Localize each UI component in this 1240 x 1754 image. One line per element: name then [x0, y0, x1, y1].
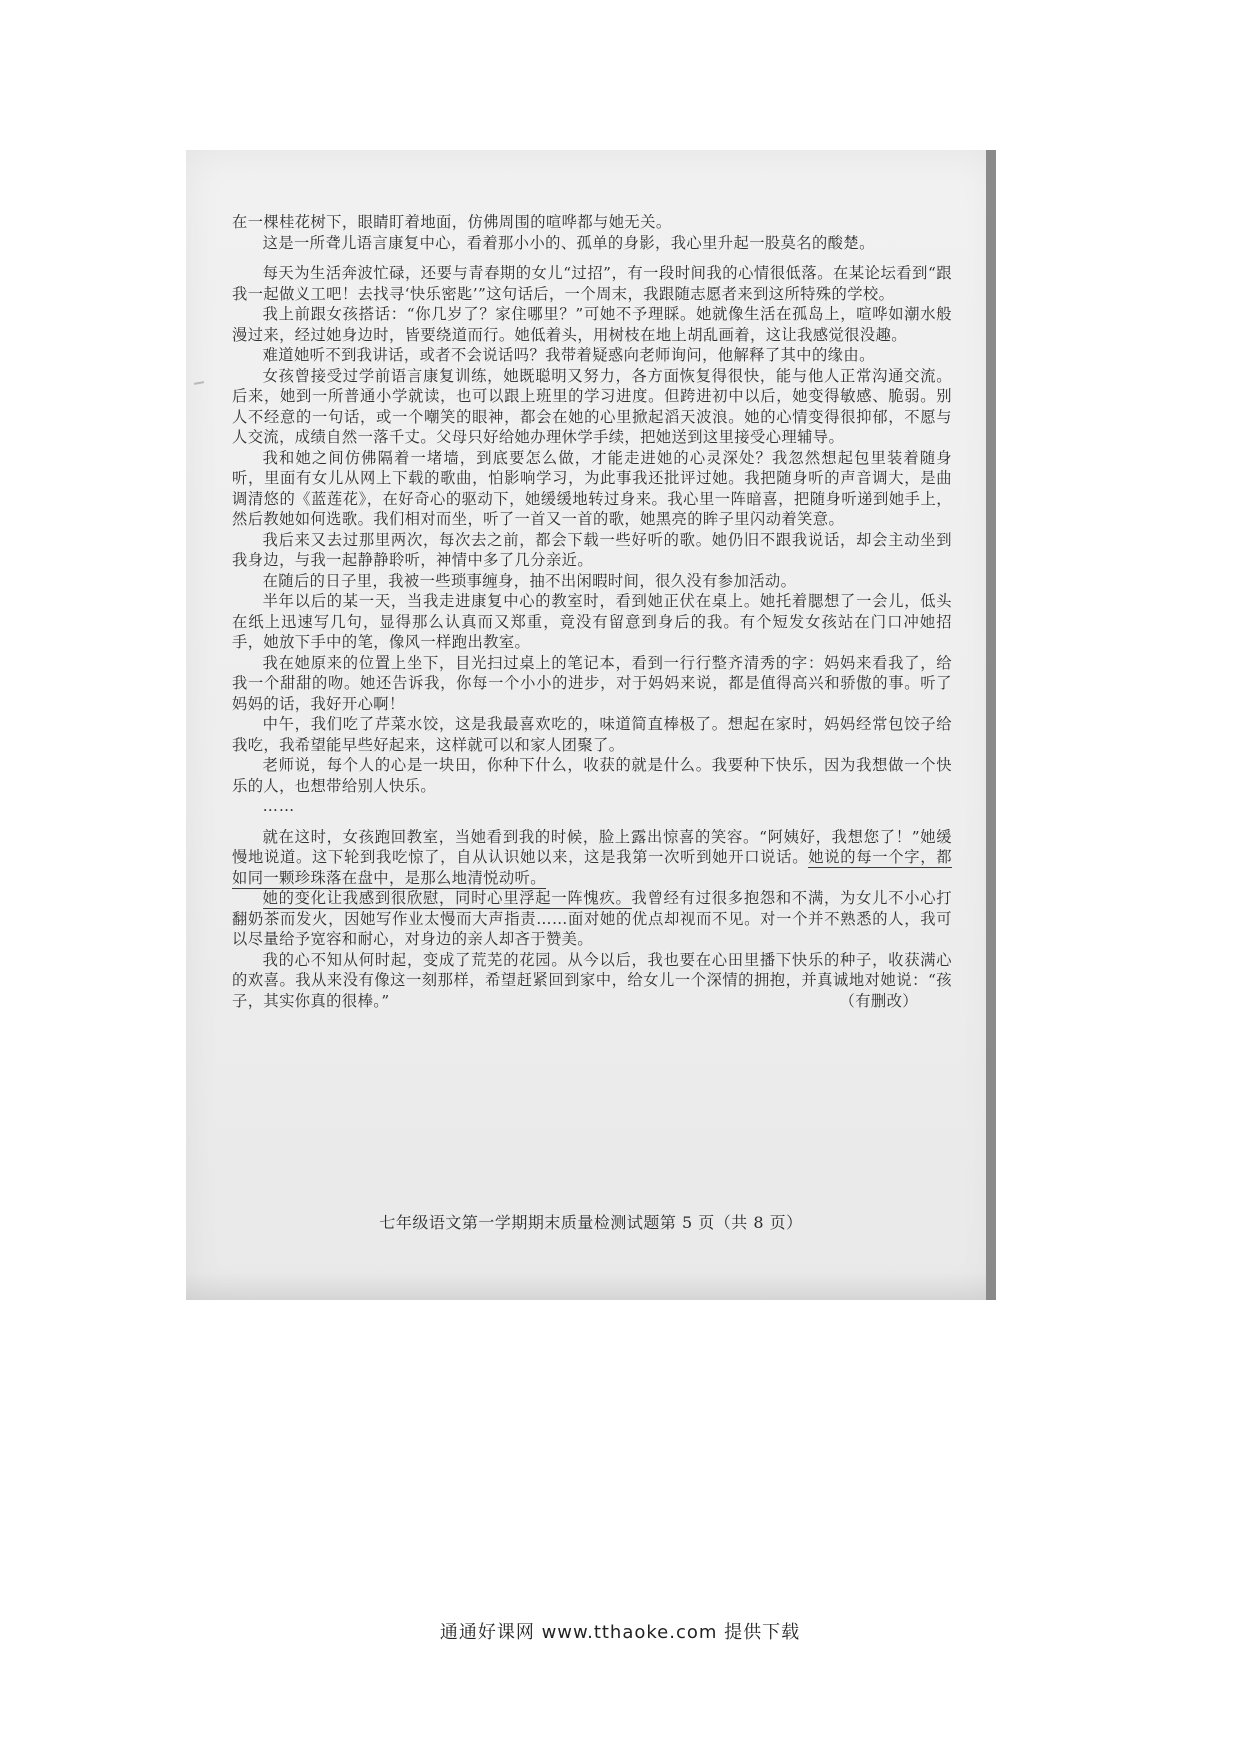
- paragraph: 在随后的日子里，我被一些琐事缠身，抽不出闲暇时间，很久没有参加活动。: [262, 571, 797, 590]
- paragraph: 难道她听不到我讲话，或者不会说话吗？我带着疑惑向老师询问，他解释了其中的缘由。: [262, 346, 875, 364]
- paragraph: 我和她之间仿佛隔着一堵墙，到底要怎么做，才能走进她的心灵深处？我忽然想起包里装着随身听，里面有女儿从网上下载的歌曲，怕影响学习，为此事我还批评过她。我把随身听的声音调大，是曲调清悠的《蓝莲花》，在好奇心的驱动下，她缓缓地转过身来。我心里一阵暗喜，把随身听递到她手上，然后教她如何选歌。我们相对而坐，听了一首又一首的歌，她黑亮的眸子里闪动着笑意。: [232, 448, 952, 528]
- underlined-sentence-b: 她的变化让我感到很欣慰，同时心里浮起一阵愧疚。: [262, 889, 632, 907]
- paragraph-change-text: 我曾经有过很多抱怨和不满，为女儿不小心打翻奶茶而发火，因她写作业太慢而大声指责……面对她的优点却视而不见。对一个并不熟悉的人，我可以尽量给予宽容和耐心，对身边的亲人却吝于赞美。: [232, 889, 952, 948]
- paragraph-return: [232, 827, 952, 889]
- revision-note: （有删改）: [839, 991, 918, 1010]
- paragraph: 我上前跟女孩搭话：“你几岁了？家住哪里？”可她不予理睬。她就像生活在孤岛上，喧哗如潮水般漫过来，经过她身边时，皆要绕道而行。她低着头，用树枝在地上胡乱画着，这让我感觉很没趣。: [232, 305, 952, 344]
- paragraph-gap: [232, 817, 952, 827]
- reading-passage: [232, 212, 952, 1011]
- download-watermark: 通通好课网 www.tthaoke.com 提供下载: [439, 1622, 801, 1643]
- paragraph: 这是一所聋儿语言康复中心，看着那小小的、孤单的身影，我心里升起一股莫名的酸楚。: [262, 233, 875, 252]
- paragraph: 我后来又去过那里两次，每次去之前，都会下载一些好听的歌。她仍旧不跟我说话，却会主动坐到我身边，与我一起静静聆听，神情中多了几分亲近。: [232, 530, 952, 569]
- underlined-sentence-a: 她说的每一个字，都如同一颗珍珠落在盘中，是那么地清悦动听。: [232, 848, 953, 887]
- paragraph-change: [232, 888, 952, 950]
- margin-mark: [194, 381, 204, 385]
- paragraph: 我在她原来的位置上坐下，目光扫过桌上的笔记本，看到一行行整齐清秀的字：妈妈来看我了，给我一个甜甜的吻。她还告诉我，你每一个小小的进步，对于妈妈来说，都是值得高兴和骄傲的事。听了妈妈的话，我好开心啊！: [232, 653, 952, 713]
- paragraph: 女孩曾接受过学前语言康复训练，她既聪明又努力，各方面恢复得很快，能与他人正常沟通交流。后来，她到一所普通小学就读，也可以跟上班里的学习进度。但跨进初中以后，她变得敏感、脆弱。别人不经意的一句话，或一个嘲笑的眼神，都会在她的心里掀起滔天波浪。她的心情变得很抑郁，不愿与人交流，成绩自然一落千丈。父母只好给她办理休学手续，把她送到这里接受心理辅导。: [232, 366, 952, 446]
- paragraph: 老师说，每个人的心是一块田，你种下什么，收获的就是什么。我要种下快乐，因为我想做一个快乐的人，也想带给别人快乐。: [232, 756, 952, 795]
- scan-bottom-shadow: [186, 1272, 996, 1300]
- ellipsis-line: ……: [262, 797, 296, 815]
- paragraph-last-text: 我的心不知从何时起，变成了荒芜的花园。从今以后，我也要在心田里播下快乐的种子，收获满心的欢喜。我从来没有像这一刻那样，希望赶紧回到家中，给女儿一个深情的拥抱，并真诚地对她说：“孩子，其实你真的很棒。”: [232, 950, 952, 1010]
- paragraph-last: [232, 950, 952, 1012]
- paragraph-list: [232, 212, 952, 796]
- paragraph-gap: [232, 253, 952, 263]
- paragraph: 中午，我们吃了芹菜水饺，这是我最喜欢吃的，味道简直棒极了。想起在家时，妈妈经常包饺子给我吃，我希望能早些好起来，这样就可以和家人团聚了。: [232, 715, 952, 754]
- page-footer: 七年级语文第一学期期末质量检测试题第 5 页（共 8 页）: [379, 1213, 803, 1232]
- paragraph: 每天为生活奔波忙碌，还要与青春期的女儿“过招”，有一段时间我的心情很低落。在某论坛看到“跟我一起做义工吧！去找寻‘快乐密匙’”这句话后，一个周末，我跟随志愿者来到这所特殊的学校。: [232, 264, 952, 303]
- scanned-page: [186, 150, 996, 1300]
- paragraph: 在一棵桂花树下，眼睛盯着地面，仿佛周围的喧哗都与她无关。: [232, 213, 672, 231]
- paragraph: 半年以后的某一天，当我走进康复中心的教室时，看到她正伏在桌上。她托着腮想了一会儿，低头在纸上迅速写几句，显得那么认真而又郑重，竟没有留意到身后的我。有个短发女孩站在门口冲她招手，她放下手中的笔，像风一样跑出教室。: [232, 592, 952, 651]
- paragraph-return-text: 就在这时，女孩跑回教室，当她看到我的时候，脸上露出惊喜的笑容。“阿姨好，我想您了！”她缓慢地说道。这下轮到我吃惊了，自从认识她以来，这是我第一次听到她开口说话。: [232, 827, 952, 866]
